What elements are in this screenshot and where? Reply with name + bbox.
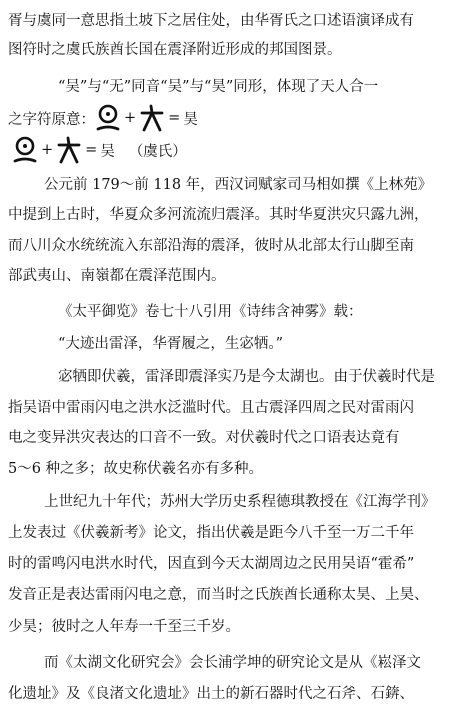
glyph-formula-result: 吴 [100,143,115,160]
text-line: 指吴语中雷雨闪电之洪水泛滥时代。且古震泽四周之民对雷雨闪 [8,400,414,416]
text-line: 宓牺即伏羲，雷泽即震泽实乃是今太湖也。由于伏羲时代是 [58,369,435,385]
glyph-formula-wu [12,135,187,165]
glyph-formula-hao [8,103,198,133]
big-man-figure-icon [56,136,82,164]
text-line: 时的雷鸣闪电洪水时代，因直到今天太湖周边之民用吴语“霍希” [8,556,415,572]
text-line: 电之变异洪灾表达的口音不一致。对伏羲时代之口语表达竟有 [8,430,400,446]
text-line: 5～6 种之多；故史称伏羲名亦有多种。 [8,461,264,477]
equals-sign: = [85,142,98,158]
text-line: 图符时之虞氏族酋长国在震泽附近形成的邦国图景。 [8,42,342,58]
text-line: “吴”与“无”同音“吴”与“昊”同形，体现了天人合一 [58,79,379,95]
text-line: 上发表过《伏羲新考》论文，指出伏羲是距今八千至一万二千年 [8,525,414,541]
text-line: 部武夷山、南嶺都在震泽范围内。 [8,268,226,284]
plus-sign: + [41,142,54,158]
mouth-figure-icon [12,136,38,164]
plus-sign: + [124,110,137,126]
text-line: 而《太湖文化研究会》会长浦学坤的研究论文是从《崧泽文 [44,655,421,671]
text-line: 上世纪九十年代；苏州大学历史系程德琪教授在《江海学刊》 [44,494,436,510]
glyph-formula-note: （虞氏） [128,143,187,160]
text-line: 公元前 179～前 118 年，西汉词赋家司马相如撰《上林苑》 [44,177,433,193]
sun-figure-icon [95,104,121,132]
text-line: 化遗址》及《良渚文化遗址》出土的新石器时代之石斧、石錛、 [8,686,414,702]
big-man-figure-icon [139,104,165,132]
equals-sign: = [168,110,181,126]
glyph-formula-result: 昊 [183,111,198,128]
text-line: 胥与虞同一意思指土坡下之居住处，由华胥氏之口述语演译成有 [8,13,414,29]
text-line: 《太平御览》卷七十八引用《诗纬含神雾》载： [58,304,363,320]
glyph-formula-prefix: 之字符原意： [8,111,95,128]
text-line: 中提到上古时，华夏众多河流流归震泽。其时华夏洪灾只露九洲， [8,207,429,223]
text-line: 发音正是表达雷雨闪电之意，而当时之氏族酋长通称太昊、上昊、 [8,587,429,603]
text-line: 而八川众水统统流入东部沿海的震泽，彼时从北部太行山脚至南 [8,238,414,254]
text-line: “大迹出雷泽，华胥履之，生宓牺。” [58,336,284,352]
text-line: 少昊；彼时之人年寿一千至三千岁。 [8,619,240,635]
